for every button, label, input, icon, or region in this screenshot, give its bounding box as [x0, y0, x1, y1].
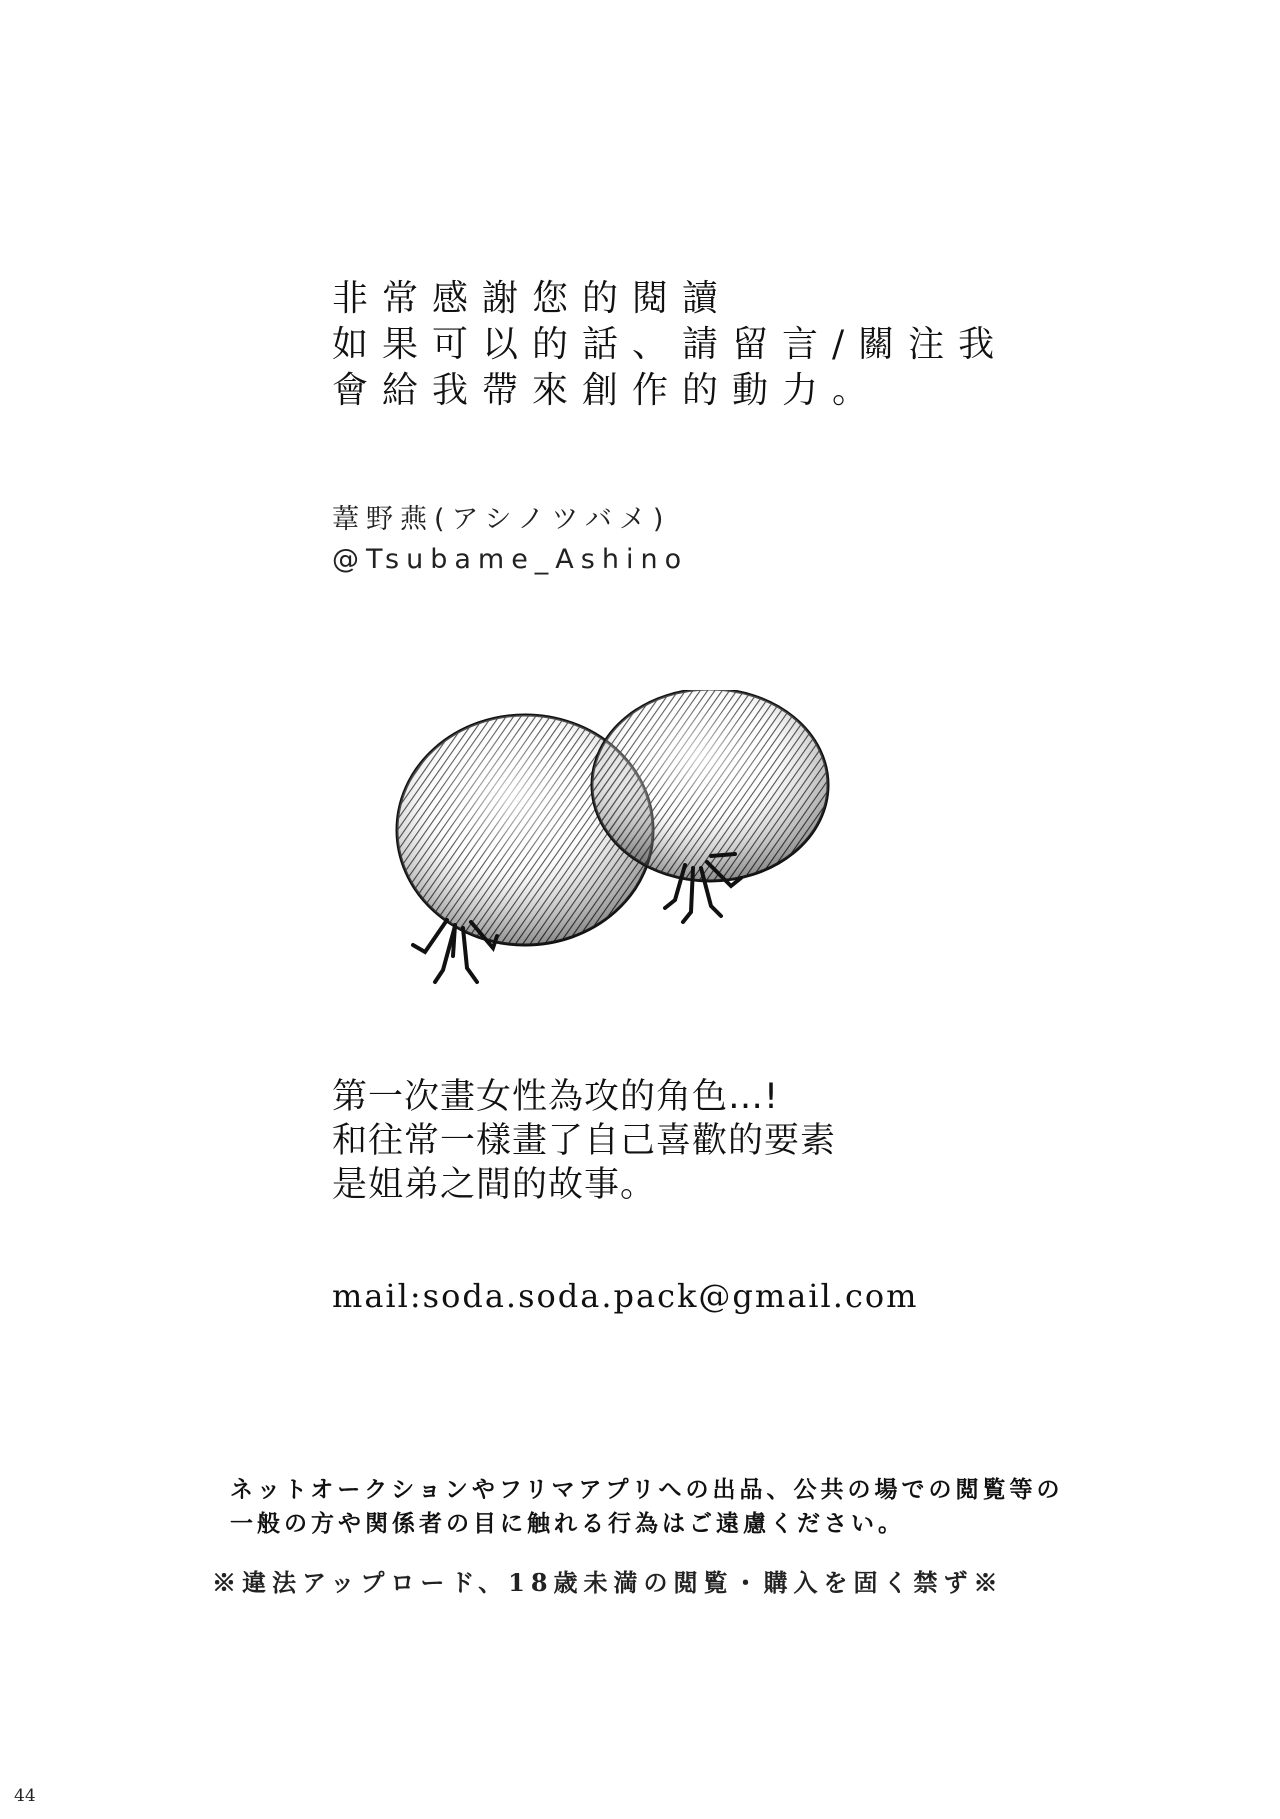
thanks-line-2: 如果可以的話、請留言/關注我 — [332, 324, 1009, 365]
afterword-line-3: 是姐弟之間的故事。 — [332, 1165, 657, 1205]
author-credit — [332, 500, 688, 580]
distribution-notice — [230, 1473, 1064, 1541]
notice-line-2: 一般の方や関係者の目に触れる行為はご遠慮ください。 — [230, 1511, 905, 1537]
thanks-line-3: 會給我帶來創作的動力。 — [332, 370, 883, 411]
notice-line-1: ネットオークションやフリマアプリへの出品、公共の場での閲覧等の — [230, 1477, 1064, 1503]
afterword-line-2: 和往常一樣畫了自己喜歡的要素 — [332, 1121, 837, 1161]
contact-mail: mail:soda.soda.pack@gmail.com — [332, 1277, 919, 1315]
thanks-message — [332, 276, 1008, 414]
author-handle: @Tsubame_Ashino — [332, 544, 689, 575]
pomegranate-illustration — [385, 690, 865, 990]
afterword-line-1: 第一次畫女性為攻的角色…! — [332, 1077, 780, 1117]
page-number: 44 — [14, 1786, 36, 1806]
afterword — [332, 1075, 836, 1207]
author-name: 葦野燕(アシノツバメ) — [332, 504, 671, 535]
legal-warning: ※違法アップロード、18歳未満の閲覧・購入を固く禁ず※ — [212, 1568, 1004, 1597]
thanks-line-1: 非常感謝您的閱讀 — [332, 278, 733, 319]
